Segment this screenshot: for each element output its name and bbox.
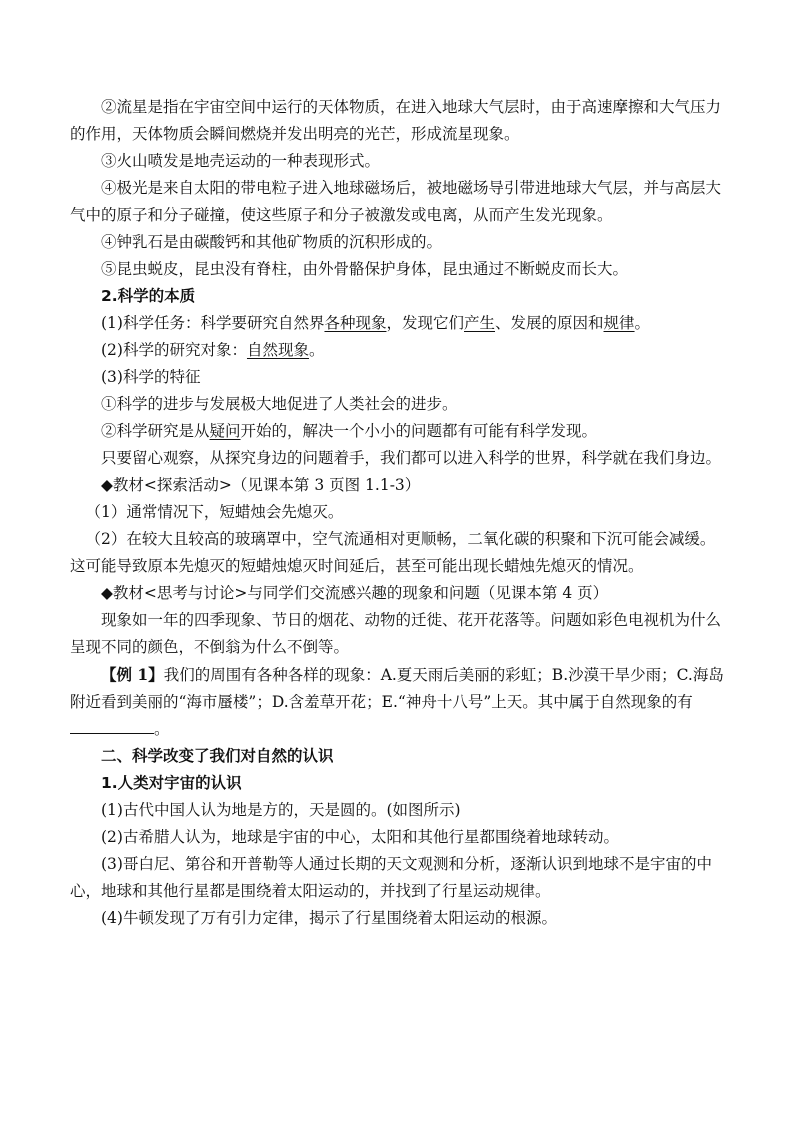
textbook-activity-answer-1: （1）通常情况下，短蜡烛会先熄灭。 — [85, 503, 344, 521]
paragraph-ancient-greece: (2)古希腊人认为，地球是宇宙的中心，太阳和其他行星都围绕着地球转动。 — [101, 828, 619, 846]
paragraph-aurora: ④极光是来自太阳的带电粒子进入地球磁场后，被地磁场导引带进地球大气层，并与高层大气中的原子和分子碰撞，使这些原子和分子被激发或电离，从而产生发光现象。 — [70, 179, 722, 224]
underlined-answer: 产生 — [464, 314, 496, 332]
paragraph-copernicus: (3)哥白尼、第谷和开普勒等人通过长期的天文观测和分析，逐渐认识到地球不是宇宙的中心，地球和其他行星都是围绕着太阳运动的，并找到了行星运动规律。 — [70, 855, 712, 900]
sub-heading-universe: 1.人类对宇宙的认识 — [101, 774, 242, 792]
underlined-answer: 自然现象 — [246, 341, 309, 359]
document-page — [70, 94, 724, 932]
text-segment: (1)科学任务：科学要研究自然界 — [101, 314, 325, 332]
paragraph-stalactite: ④钟乳石是由碳酸钙和其他矿物质的沉积形成的。 — [101, 233, 443, 251]
example-text: 我们的周围有各种各样的现象：A.夏天雨后美丽的彩虹；B.沙漠干旱少雨；C.海岛附近看到美丽的“海市蜃楼”；D.含羞草开花；E.“神舟十八号”上天。其中属于自然现象的有 — [70, 666, 724, 711]
paragraph-newton: (4)牛顿发现了万有引力定律，揭示了行星围绕着太阳运动的根源。 — [101, 909, 557, 927]
underlined-answer: 各种现象 — [324, 314, 387, 332]
text-segment: ②科学研究是从 — [101, 422, 210, 440]
answer-blank[interactable] — [70, 717, 154, 734]
paragraph-science-task — [70, 310, 724, 337]
section-heading-science-nature: 2.科学的本质 — [101, 287, 196, 305]
paragraph-insect: ⑤昆虫蜕皮，昆虫没有脊柱，由外骨骼保护身体，昆虫通过不断蜕皮而长大。 — [101, 260, 629, 278]
example-1 — [70, 661, 724, 743]
paragraph-meteor: ②流星是指在宇宙空间中运行的天体物质，在进入地球大气层时，由于高速摩擦和大气压力的作用，天体物质会瞬间燃烧并发出明亮的光芒，形成流星现象。 — [70, 98, 722, 143]
text-segment: 、发展的原因和 — [495, 314, 604, 332]
example-label: 【例 1】 — [101, 665, 164, 684]
paragraph-science-object — [70, 337, 724, 364]
underlined-answer: 疑问 — [209, 422, 241, 440]
text-segment: 。 — [308, 341, 325, 359]
text-segment: (2)科学的研究对象： — [101, 341, 247, 359]
paragraph-volcano: ③火山喷发是地壳运动的一种表现形式。 — [101, 152, 381, 170]
textbook-discussion-text: 现象如一年的四季现象、节日的烟花、动物的迁徙、花开花落等。问题如彩色电视机为什么呈现不同的颜色，不倒翁为什么不倒等。 — [70, 611, 722, 656]
paragraph-ancient-china: (1)古代中国人认为地是方的，天是圆的。(如图所示) — [101, 801, 461, 819]
text-segment: ，发现它们 — [386, 314, 464, 332]
textbook-activity-answer-2: （2）在较大且较高的玻璃罩中，空气流通相对更顺畅，二氧化碳的积聚和下沉可能会减缓。这可能导致原本先熄灭的短蜡烛熄灭时间延后，甚至可能出现长蜡烛先熄灭的情况。 — [70, 530, 716, 575]
paragraph-note: 只要留心观察，从探究身边的问题着手，我们都可以进入科学的世界，科学就在我们身边。 — [101, 449, 722, 467]
text-segment: 。 — [154, 720, 170, 738]
underlined-answer: 规律 — [603, 314, 635, 332]
textbook-discussion-title: ◆教材<思考与讨论>与同学们交流感兴趣的现象和问题（见课本第 4 页） — [101, 584, 609, 602]
textbook-activity-title: ◆教材<探索活动>（见课本第 3 页图 1.1-3） — [101, 476, 421, 494]
text-segment: 。 — [634, 314, 651, 332]
paragraph-feature-2 — [70, 418, 724, 445]
paragraph-feature-1: ①科学的进步与发展极大地促进了人类社会的进步。 — [101, 395, 458, 413]
text-segment: 开始的，解决一个小小的问题都有可能有科学发现。 — [240, 422, 598, 440]
part-heading-science-changes: 二、科学改变了我们对自然的认识 — [101, 747, 334, 765]
paragraph-science-features: (3)科学的特征 — [101, 368, 201, 386]
